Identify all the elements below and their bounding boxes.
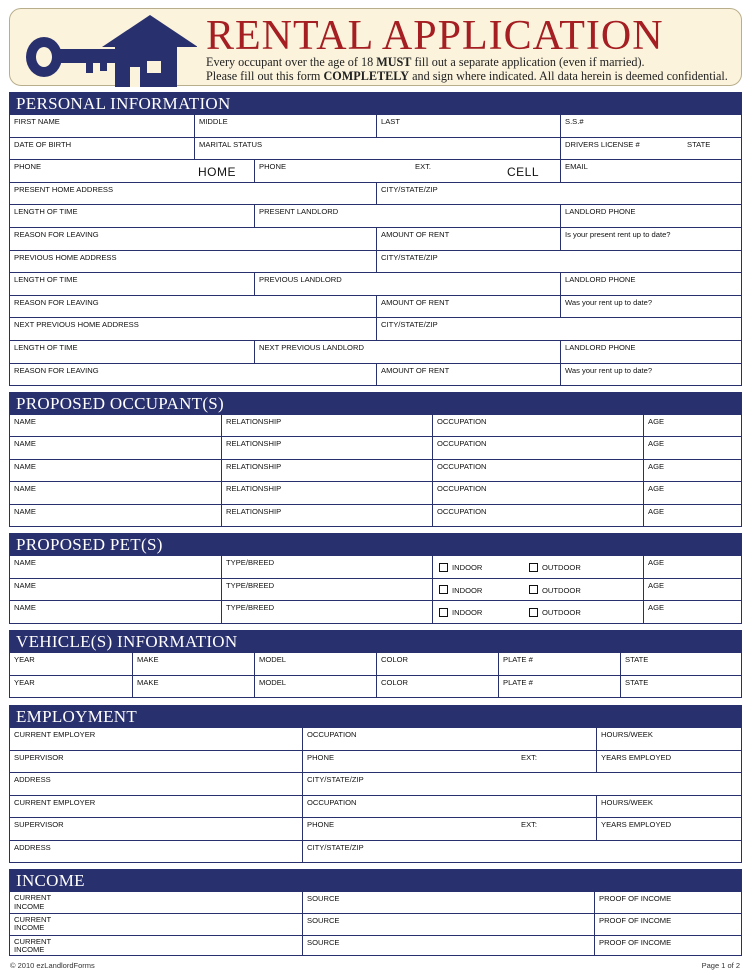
pet-location-field xyxy=(432,601,643,623)
next-previous-city-field[interactable]: CITY/STATE/ZIP xyxy=(376,318,741,340)
pet-age-field[interactable]: AGE xyxy=(643,579,741,601)
house-key-logo-icon xyxy=(22,13,197,87)
vehicle-plate-field[interactable]: PLATE # xyxy=(498,676,620,698)
vehicle-model-field[interactable]: MODEL xyxy=(254,676,376,698)
occupant-occupation-field[interactable]: OCCUPATION xyxy=(432,437,643,458)
occupant-age-field[interactable]: AGE xyxy=(643,415,741,436)
income-row xyxy=(10,913,741,935)
pet-type-field[interactable]: TYPE/BREED xyxy=(221,579,432,601)
outdoor-checkbox[interactable]: OUTDOOR xyxy=(529,586,581,596)
occupant-age-field[interactable]: AGE xyxy=(643,505,741,526)
present-address-field[interactable]: PRESENT HOME ADDRESS xyxy=(14,184,114,194)
present-reason-field[interactable]: REASON FOR LEAVING xyxy=(14,229,99,239)
employment-section xyxy=(9,705,742,863)
income-row xyxy=(10,935,741,957)
employer-phone-field[interactable]: PHONE EXT: xyxy=(302,818,596,840)
form-row xyxy=(10,272,741,295)
ext-label: EXT: xyxy=(521,752,538,762)
vehicles-section xyxy=(9,630,742,698)
proposed-pets-section xyxy=(9,533,742,624)
section-title: PERSONAL INFORMATION xyxy=(10,93,741,114)
occupant-age-field[interactable]: AGE xyxy=(643,482,741,503)
form-instructions: Every occupant over the age of 18 MUST fill out a separate application (even if married). Please fill out this form COMPLETELY and sign where indicated. All data herein is deemed confidential. xyxy=(206,55,728,83)
next-previous-length-field[interactable]: LENGTH OF TIME xyxy=(14,342,78,352)
pet-row xyxy=(10,600,741,623)
occupant-row xyxy=(10,481,741,503)
form-row xyxy=(10,250,741,273)
vehicle-plate-field[interactable]: PLATE # xyxy=(498,653,620,675)
occupant-name-field[interactable]: NAME xyxy=(14,484,36,494)
vehicle-model-field[interactable]: MODEL xyxy=(254,653,376,675)
income-row xyxy=(10,891,741,913)
outdoor-checkbox[interactable]: OUTDOOR xyxy=(529,608,581,618)
hours-week-field[interactable]: HOURS/WEEK xyxy=(596,796,741,818)
employment-row xyxy=(10,727,741,750)
previous-landlord-phone-field[interactable]: LANDLORD PHONE xyxy=(560,273,741,295)
section-title: PROPOSED PET(S) xyxy=(10,534,741,555)
previous-city-field[interactable]: CITY/STATE/ZIP xyxy=(376,251,741,273)
last-name-field[interactable]: LAST xyxy=(376,115,560,137)
occupant-relationship-field[interactable]: RELATIONSHIP xyxy=(221,437,432,458)
next-previous-landlord-phone-field[interactable]: LANDLORD PHONE xyxy=(560,341,741,363)
form-row xyxy=(10,295,741,318)
vehicle-row xyxy=(10,652,741,675)
income-source-field[interactable]: SOURCE xyxy=(302,892,594,913)
date-of-birth-field[interactable]: DATE OF BIRTH xyxy=(14,139,72,149)
pet-name-field[interactable]: NAME xyxy=(14,580,36,590)
form-header xyxy=(9,8,742,86)
current-income-field[interactable]: CURRENT INCOME xyxy=(14,914,52,933)
indoor-checkbox[interactable]: INDOOR xyxy=(439,586,482,596)
occupation-field[interactable]: OCCUPATION xyxy=(302,796,596,818)
form-row xyxy=(10,317,741,340)
indoor-checkbox[interactable]: INDOOR xyxy=(439,608,482,618)
checkbox-icon xyxy=(439,563,448,572)
ext-label: EXT. xyxy=(415,162,432,172)
occupant-occupation-field[interactable]: OCCUPATION xyxy=(432,482,643,503)
pet-location-field xyxy=(432,556,643,578)
occupation-field[interactable]: OCCUPATION xyxy=(302,728,596,750)
occupant-row xyxy=(10,414,741,436)
proposed-occupants-section xyxy=(9,392,742,527)
employment-row xyxy=(10,772,741,795)
section-title: INCOME xyxy=(10,870,741,891)
vehicle-row xyxy=(10,675,741,698)
proof-of-income-field[interactable]: PROOF OF INCOME xyxy=(594,936,741,957)
supervisor-field[interactable]: SUPERVISOR xyxy=(14,752,64,762)
cell-label: CELL xyxy=(507,165,540,180)
next-previous-rent-uptodate-field[interactable]: Was your rent up to date? xyxy=(560,364,741,386)
vehicle-color-field[interactable]: COLOR xyxy=(376,653,498,675)
occupant-occupation-field[interactable]: OCCUPATION xyxy=(432,505,643,526)
present-rent-field[interactable]: AMOUNT OF RENT xyxy=(376,228,560,250)
section-title: PROPOSED OCCUPANT(S) xyxy=(10,393,741,414)
employer-field[interactable]: CURRENT EMPLOYER xyxy=(14,797,96,807)
form-row xyxy=(10,363,741,386)
occupant-row xyxy=(10,436,741,458)
pet-type-field[interactable]: TYPE/BREED xyxy=(221,601,432,623)
present-length-field[interactable]: LENGTH OF TIME xyxy=(14,207,78,217)
checkbox-icon xyxy=(529,585,538,594)
pet-name-field[interactable]: NAME xyxy=(14,558,36,567)
occupant-relationship-field[interactable]: RELATIONSHIP xyxy=(221,482,432,503)
occupant-row xyxy=(10,504,741,526)
form-row xyxy=(10,137,741,160)
cell-phone-field[interactable]: PHONE EXT. CELL xyxy=(254,160,560,182)
form-row xyxy=(10,204,741,227)
ssn-field[interactable]: S.S.# xyxy=(560,115,741,137)
pet-age-field[interactable]: AGE xyxy=(643,556,741,578)
checkbox-icon xyxy=(529,608,538,617)
years-employed-field[interactable]: YEARS EMPLOYED xyxy=(596,751,741,773)
indoor-checkbox[interactable]: INDOOR xyxy=(439,563,482,573)
next-previous-reason-field[interactable]: REASON FOR LEAVING xyxy=(14,365,99,375)
home-label: HOME xyxy=(198,165,236,180)
form-row xyxy=(10,227,741,250)
employment-row xyxy=(10,795,741,818)
vehicle-color-field[interactable]: COLOR xyxy=(376,676,498,698)
form-row xyxy=(10,340,741,363)
vehicle-make-field[interactable]: MAKE xyxy=(132,676,254,698)
checkbox-icon xyxy=(529,563,538,572)
vehicle-state-field[interactable]: STATE xyxy=(620,676,741,698)
previous-address-field[interactable]: PREVIOUS HOME ADDRESS xyxy=(14,252,117,262)
outdoor-checkbox[interactable]: OUTDOOR xyxy=(529,563,581,573)
checkbox-icon xyxy=(439,608,448,617)
present-landlord-field[interactable]: PRESENT LANDLORD xyxy=(254,205,560,227)
page-number: Page 1 of 2 xyxy=(701,961,740,970)
first-name-field[interactable]: FIRST NAME xyxy=(14,117,60,126)
income-source-field[interactable]: SOURCE xyxy=(302,936,594,957)
email-field[interactable]: EMAIL xyxy=(560,160,741,182)
form-row xyxy=(10,114,741,137)
employer-phone-field[interactable]: PHONE EXT: xyxy=(302,751,596,773)
current-income-field[interactable]: CURRENT INCOME xyxy=(14,936,52,955)
occupant-age-field[interactable]: AGE xyxy=(643,460,741,481)
next-previous-address-field[interactable]: NEXT PREVIOUS HOME ADDRESS xyxy=(14,320,139,330)
previous-landlord-field[interactable]: PREVIOUS LANDLORD xyxy=(254,273,560,295)
previous-length-field[interactable]: LENGTH OF TIME xyxy=(14,275,78,285)
checkbox-icon xyxy=(439,585,448,594)
present-landlord-phone-field[interactable]: LANDLORD PHONE xyxy=(560,205,741,227)
pet-location-field xyxy=(432,579,643,601)
pet-name-field[interactable]: NAME xyxy=(14,603,36,612)
section-title: VEHICLE(S) INFORMATION xyxy=(10,631,741,652)
employer-address-field[interactable]: ADDRESS xyxy=(14,842,51,852)
years-employed-field[interactable]: YEARS EMPLOYED xyxy=(596,818,741,840)
supervisor-field[interactable]: SUPERVISOR xyxy=(14,820,64,830)
employment-row xyxy=(10,817,741,840)
employment-row xyxy=(10,840,741,863)
state-label: STATE xyxy=(687,139,711,149)
middle-name-field[interactable]: MIDDLE xyxy=(194,115,376,137)
occupant-name-field[interactable]: NAME xyxy=(14,461,36,471)
home-phone-field[interactable]: PHONE HOME xyxy=(14,162,236,180)
ext-label: EXT: xyxy=(521,820,538,830)
form-row xyxy=(10,182,741,205)
personal-information-section xyxy=(9,92,742,386)
previous-rent-field[interactable]: AMOUNT OF RENT xyxy=(376,296,560,318)
drivers-license-field[interactable]: DRIVERS LICENSE # STATE xyxy=(560,138,741,160)
vehicle-make-field[interactable]: MAKE xyxy=(132,653,254,675)
present-rent-uptodate-field[interactable]: Is your present rent up to date? xyxy=(560,228,741,250)
previous-rent-uptodate-field[interactable]: Was your rent up to date? xyxy=(560,296,741,318)
section-title: EMPLOYMENT xyxy=(10,706,741,727)
income-source-field[interactable]: SOURCE xyxy=(302,914,594,935)
vehicle-year-field[interactable]: YEAR xyxy=(14,677,35,687)
occupant-relationship-field[interactable]: RELATIONSHIP xyxy=(221,460,432,481)
occupant-age-field[interactable]: AGE xyxy=(643,437,741,458)
occupant-occupation-field[interactable]: OCCUPATION xyxy=(432,415,643,436)
copyright-text: © 2010 ezLandlordForms xyxy=(10,961,95,970)
next-previous-landlord-field[interactable]: NEXT PREVIOUS LANDLORD xyxy=(254,341,560,363)
employer-address-field[interactable]: ADDRESS xyxy=(14,775,51,785)
vehicle-year-field[interactable]: YEAR xyxy=(14,655,35,664)
form-title: RENTAL APPLICATION xyxy=(206,13,664,59)
employer-field[interactable]: CURRENT EMPLOYER xyxy=(14,730,96,739)
form-row xyxy=(10,159,741,182)
employer-city-field[interactable]: CITY/STATE/ZIP xyxy=(302,841,741,863)
proof-of-income-field[interactable]: PROOF OF INCOME xyxy=(594,914,741,935)
occupant-name-field[interactable]: NAME xyxy=(14,439,36,449)
occupant-relationship-field[interactable]: RELATIONSHIP xyxy=(221,505,432,526)
pet-row xyxy=(10,555,741,578)
occupant-row xyxy=(10,459,741,481)
proof-of-income-field[interactable]: PROOF OF INCOME xyxy=(594,892,741,913)
previous-reason-field[interactable]: REASON FOR LEAVING xyxy=(14,297,99,307)
next-previous-rent-field[interactable]: AMOUNT OF RENT xyxy=(376,364,560,386)
pet-row xyxy=(10,578,741,601)
vehicle-state-field[interactable]: STATE xyxy=(620,653,741,675)
income-section xyxy=(9,869,742,956)
employer-city-field[interactable]: CITY/STATE/ZIP xyxy=(302,773,741,795)
occupant-relationship-field[interactable]: RELATIONSHIP xyxy=(221,415,432,436)
pet-type-field[interactable]: TYPE/BREED xyxy=(221,556,432,578)
marital-status-field[interactable]: MARITAL STATUS xyxy=(194,138,560,160)
hours-week-field[interactable]: HOURS/WEEK xyxy=(596,728,741,750)
occupant-name-field[interactable]: NAME xyxy=(14,506,36,516)
current-income-field[interactable]: CURRENT INCOME xyxy=(14,893,52,911)
occupant-occupation-field[interactable]: OCCUPATION xyxy=(432,460,643,481)
pet-age-field[interactable]: AGE xyxy=(643,601,741,623)
occupant-name-field[interactable]: NAME xyxy=(14,417,36,426)
present-city-field[interactable]: CITY/STATE/ZIP xyxy=(376,183,741,205)
employment-row xyxy=(10,750,741,773)
